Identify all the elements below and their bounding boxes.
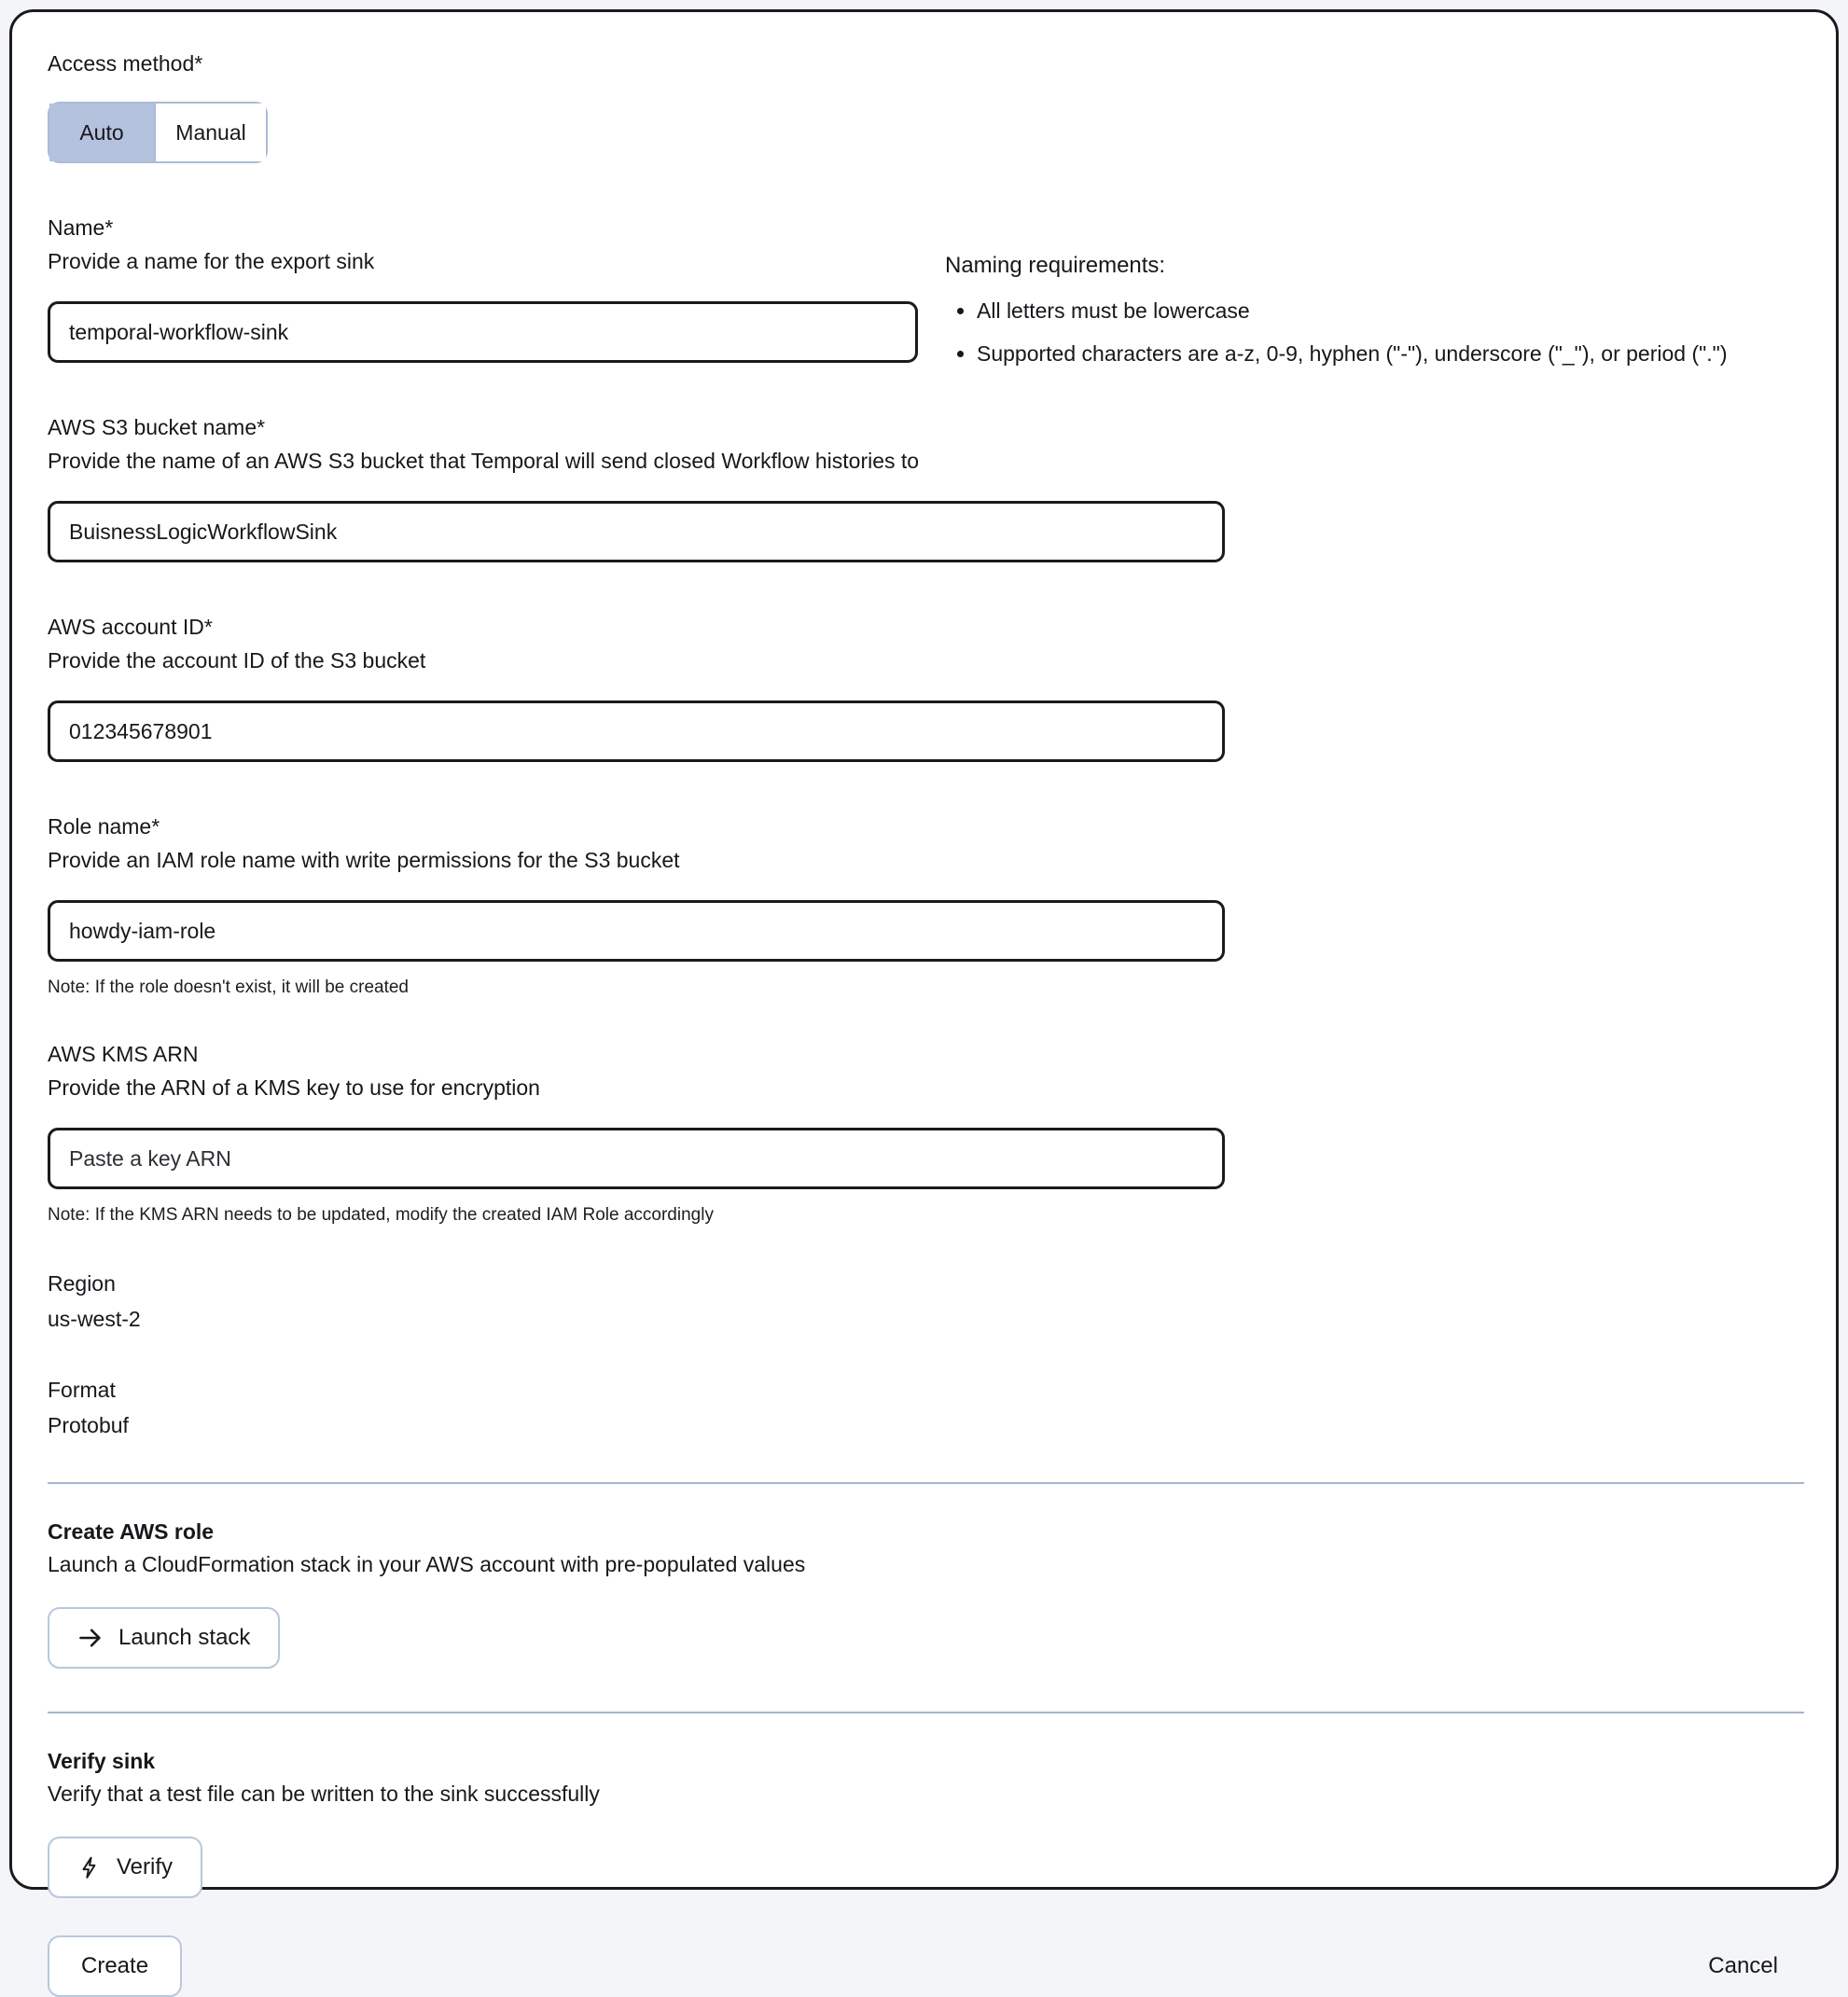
verify-button[interactable] xyxy=(48,1837,202,1898)
kms-arn-label: AWS KMS ARN xyxy=(48,1042,199,1066)
verify-button-label: Verify xyxy=(117,1854,174,1879)
verify-sink-section xyxy=(48,1749,1804,1898)
account-id-field-group xyxy=(48,613,1804,762)
role-name-description: Provide an IAM role name with write permissions for the S3 bucket xyxy=(48,848,680,872)
create-aws-role-section xyxy=(48,1519,1804,1669)
verify-sink-title: Verify sink xyxy=(48,1749,156,1773)
name-label: Name* xyxy=(48,215,114,240)
naming-requirements xyxy=(945,251,1803,381)
s3-bucket-description: Provide the name of an AWS S3 bucket that Temporal will send closed Workflow histories to xyxy=(48,449,920,473)
name-description: Provide a name for the export sink xyxy=(48,249,375,273)
kms-arn-field-group xyxy=(48,1040,1804,1227)
cancel-link[interactable]: Cancel xyxy=(1708,1953,1778,1978)
s3-bucket-input[interactable] xyxy=(48,501,1225,562)
verify-sink-description: Verify that a test file can be written to the sink successfully xyxy=(48,1782,600,1806)
access-method-toggle xyxy=(48,102,268,163)
s3-bucket-field-group xyxy=(48,413,1804,562)
name-input[interactable] xyxy=(48,301,918,363)
lightning-bolt-icon xyxy=(77,1855,102,1879)
kms-arn-note: Note: If the KMS ARN needs to be updated, modify the created IAM Role accordingly xyxy=(48,1205,714,1225)
form-footer xyxy=(48,1935,1804,1997)
region-group xyxy=(48,1269,1804,1333)
launch-stack-button[interactable] xyxy=(48,1607,280,1669)
create-button[interactable]: Create xyxy=(48,1935,182,1997)
kms-arn-input[interactable] xyxy=(48,1128,1225,1189)
divider xyxy=(48,1712,1804,1713)
naming-requirement-item: • All letters must be lowercase xyxy=(977,296,1803,326)
format-value: Protobuf xyxy=(48,1413,129,1437)
region-label: Region xyxy=(48,1271,116,1296)
role-name-field-group xyxy=(48,812,1804,999)
naming-requirements-list xyxy=(977,296,1803,368)
account-id-description: Provide the account ID of the S3 bucket xyxy=(48,648,426,673)
region-value: us-west-2 xyxy=(48,1307,141,1331)
account-id-input[interactable] xyxy=(48,700,1225,762)
format-label: Format xyxy=(48,1378,116,1402)
naming-requirement-item: • Supported characters are a-z, 0-9, hyphen ("-"), underscore ("_"), or period (".") xyxy=(977,339,1803,368)
access-method-option-auto[interactable]: Auto xyxy=(49,104,154,161)
access-method-option-manual[interactable]: Manual xyxy=(154,104,266,161)
role-name-note: Note: If the role doesn't exist, it will be created xyxy=(48,978,409,997)
format-group xyxy=(48,1376,1804,1439)
kms-arn-description: Provide the ARN of a KMS key to use for encryption xyxy=(48,1075,540,1100)
create-aws-role-title: Create AWS role xyxy=(48,1519,215,1544)
divider xyxy=(48,1482,1804,1484)
account-id-label: AWS account ID* xyxy=(48,615,213,639)
access-method-label: Access method* xyxy=(48,51,203,76)
role-name-label: Role name* xyxy=(48,814,160,839)
launch-stack-button-label: Launch stack xyxy=(118,1625,251,1650)
s3-bucket-label: AWS S3 bucket name* xyxy=(48,415,266,439)
role-name-input[interactable] xyxy=(48,900,1225,962)
export-sink-form-card xyxy=(9,9,1839,1978)
arrow-right-icon xyxy=(77,1625,104,1651)
naming-requirements-title: Naming requirements: xyxy=(945,253,1166,278)
create-aws-role-description: Launch a CloudFormation stack in your AWS account with pre-populated values xyxy=(48,1552,806,1576)
